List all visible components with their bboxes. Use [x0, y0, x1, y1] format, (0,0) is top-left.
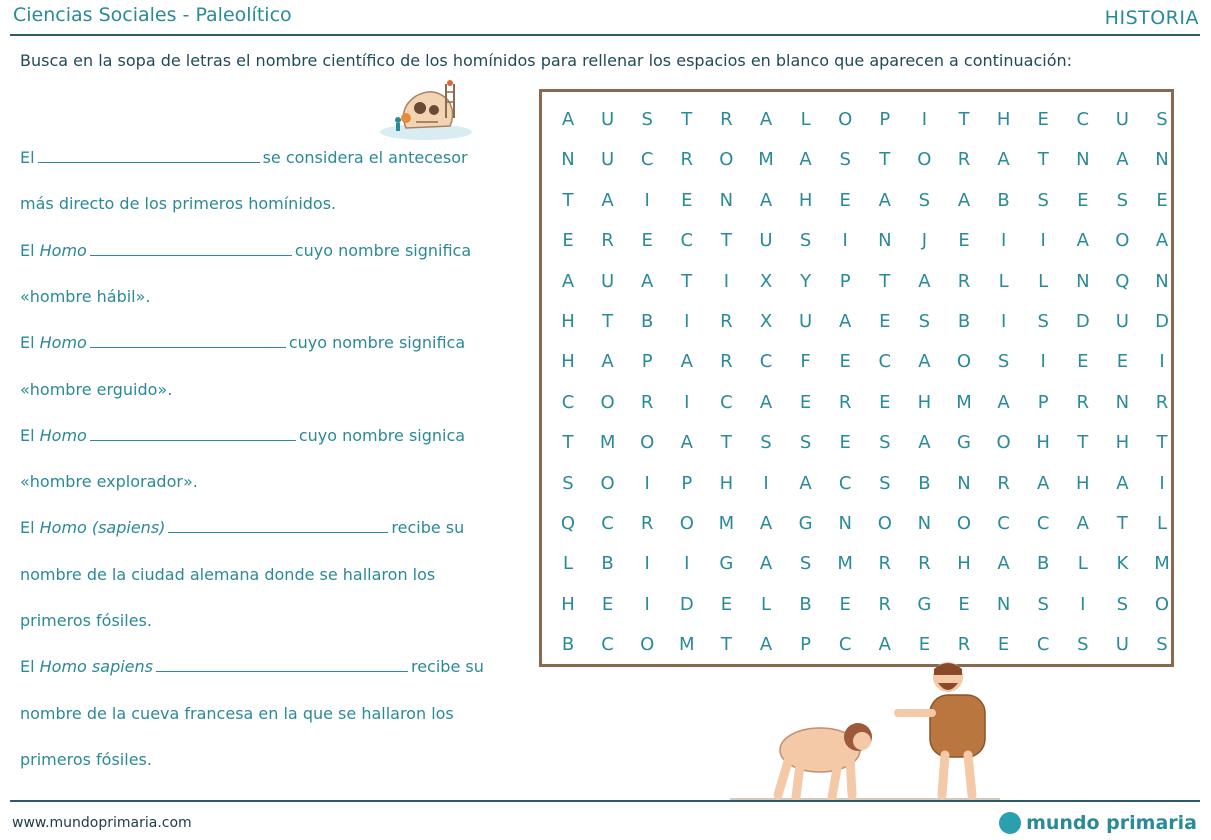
- grid-letter[interactable]: I: [684, 553, 690, 575]
- skull-illustration: [376, 78, 474, 142]
- grid-letter[interactable]: S: [918, 311, 931, 332]
- grid-letter[interactable]: L: [1038, 270, 1049, 292]
- footer-rule: [10, 800, 1200, 802]
- exercise-prefix: El: [20, 657, 40, 677]
- grid-letter[interactable]: N: [1115, 391, 1130, 413]
- word-search-grid: [539, 89, 1174, 667]
- grid-letter[interactable]: S: [997, 351, 1010, 373]
- answer-blank[interactable]: [90, 333, 286, 348]
- exercise-genus: Homo: [39, 518, 87, 538]
- page-category: HISTORIA: [1104, 7, 1199, 29]
- grid-letter[interactable]: H: [561, 351, 575, 373]
- grid-letter[interactable]: X: [759, 270, 773, 292]
- exercise-suffix: cuyo nombre signica: [298, 425, 466, 445]
- grid-letter[interactable]: L: [998, 270, 1009, 292]
- logo-icon: [999, 812, 1021, 834]
- grid-letter[interactable]: E: [879, 391, 891, 413]
- answer-blank[interactable]: [168, 518, 388, 533]
- grid-letter[interactable]: S: [879, 432, 891, 454]
- grid-letter[interactable]: T: [1116, 513, 1128, 534]
- grid-letter[interactable]: A: [680, 432, 693, 454]
- exercise-prefix: El: [20, 518, 40, 538]
- grid-letter[interactable]: A: [1116, 149, 1129, 171]
- grid-letter[interactable]: T: [681, 109, 693, 130]
- grid-letter[interactable]: R: [720, 109, 733, 130]
- grid-letter[interactable]: N: [878, 230, 892, 252]
- grid-letter[interactable]: D: [679, 593, 694, 615]
- grid-letter[interactable]: O: [996, 432, 1011, 454]
- grid-letter[interactable]: L: [1156, 513, 1168, 534]
- grid-letter[interactable]: U: [601, 149, 615, 171]
- grid-letter[interactable]: T: [720, 432, 732, 454]
- exercise-prefix: El: [20, 425, 40, 445]
- grid-letter[interactable]: C: [601, 513, 614, 534]
- grid-letter[interactable]: I: [1040, 230, 1046, 252]
- grid-letter[interactable]: E: [1156, 189, 1168, 211]
- grid-letter[interactable]: A: [997, 149, 1010, 171]
- exercise-line: [20, 518, 464, 537]
- brand-logo: [999, 812, 1197, 834]
- exercise-line: [20, 333, 465, 352]
- grid-letter[interactable]: E: [1037, 109, 1049, 130]
- grid-letter[interactable]: U: [601, 270, 615, 292]
- grid-letter[interactable]: A: [918, 351, 931, 373]
- grid-letter[interactable]: H: [719, 472, 734, 494]
- grid-letter[interactable]: B: [799, 593, 812, 615]
- grid-letter[interactable]: R: [838, 391, 852, 413]
- grid-letter[interactable]: D: [1075, 311, 1090, 332]
- grid-letter[interactable]: S: [1156, 109, 1168, 130]
- grid-letter[interactable]: M: [837, 553, 853, 575]
- grid-letter[interactable]: R: [640, 391, 654, 413]
- grid-letter[interactable]: C: [759, 351, 773, 373]
- exercise-line: nombre de la ciudad alemana donde se hallaron los: [20, 564, 436, 584]
- grid-letter[interactable]: A: [918, 432, 931, 454]
- exercise-prefix: El: [20, 148, 35, 167]
- grid-letter[interactable]: S: [799, 432, 812, 454]
- grid-letter[interactable]: P: [839, 270, 851, 292]
- grid-letter[interactable]: N: [957, 472, 971, 494]
- grid-letter[interactable]: A: [1076, 230, 1089, 252]
- exercise-line: primeros fósiles.: [20, 611, 152, 630]
- grid-letter[interactable]: A: [957, 189, 971, 211]
- grid-letter[interactable]: A: [878, 634, 891, 656]
- grid-letter[interactable]: M: [1154, 553, 1170, 575]
- grid-letter[interactable]: P: [879, 109, 891, 130]
- grid-letter[interactable]: O: [600, 391, 615, 413]
- grid-letter[interactable]: I: [1159, 472, 1165, 494]
- exercise-line: [20, 426, 465, 445]
- grid-letter[interactable]: H: [1036, 432, 1050, 454]
- grid-letter[interactable]: R: [720, 311, 733, 332]
- grid-letter[interactable]: B: [997, 189, 1010, 211]
- grid-letter[interactable]: P: [641, 351, 653, 373]
- grid-letter[interactable]: R: [601, 230, 614, 252]
- grid-letter[interactable]: E: [1116, 351, 1129, 373]
- exercise-suffix: cuyo nombre significa: [294, 240, 472, 260]
- grid-letter[interactable]: U: [601, 109, 615, 130]
- exercise-suffix: cuyo nombre significa: [288, 333, 466, 353]
- exercise-suffix: recibe su: [410, 657, 484, 677]
- grid-letter[interactable]: U: [799, 311, 813, 332]
- grid-letter[interactable]: B: [1037, 553, 1050, 575]
- grid-letter[interactable]: I: [1000, 311, 1007, 332]
- grid-letter[interactable]: H: [996, 109, 1011, 130]
- exercise-genus: Homo: [39, 240, 87, 260]
- grid-letter[interactable]: U: [1115, 311, 1129, 332]
- grid-letter[interactable]: F: [800, 351, 811, 373]
- exercise-line: más directo de los primeros homínidos.: [20, 194, 337, 214]
- grid-letter[interactable]: O: [956, 351, 972, 373]
- grid-letter[interactable]: G: [719, 553, 734, 575]
- grid-letter[interactable]: E: [879, 311, 891, 332]
- grid-letter[interactable]: A: [997, 553, 1010, 575]
- grid-letter[interactable]: O: [679, 513, 694, 534]
- grid-letter[interactable]: I: [644, 553, 650, 575]
- grid-letter[interactable]: G: [957, 432, 971, 454]
- grid-letter[interactable]: A: [759, 513, 773, 534]
- grid-letter[interactable]: A: [561, 270, 575, 292]
- grid-letter[interactable]: O: [640, 432, 655, 454]
- grid-letter[interactable]: A: [601, 351, 614, 373]
- grid-letter[interactable]: I: [1080, 593, 1086, 615]
- grid-letter[interactable]: B: [918, 472, 931, 494]
- exercise-line: «hombre hábil».: [20, 286, 151, 306]
- grid-letter[interactable]: M: [679, 634, 695, 656]
- grid-letter[interactable]: R: [957, 270, 971, 292]
- exercise-genus: Homo sapiens: [39, 657, 153, 677]
- grid-letter[interactable]: C: [878, 351, 892, 373]
- grid-letter[interactable]: A: [918, 270, 931, 292]
- exercise-prefix: El: [20, 333, 40, 353]
- grid-letter[interactable]: M: [758, 149, 774, 171]
- grid-letter[interactable]: R: [878, 593, 892, 615]
- answer-blank[interactable]: [38, 148, 260, 163]
- grid-letter[interactable]: G: [917, 593, 932, 615]
- grid-letter[interactable]: E: [839, 351, 851, 373]
- grid-letter[interactable]: U: [1115, 634, 1129, 656]
- grid-letter[interactable]: T: [681, 270, 693, 292]
- grid-letter[interactable]: U: [1115, 109, 1129, 130]
- grid-letter[interactable]: T: [562, 189, 574, 211]
- grid-letter[interactable]: A: [799, 472, 812, 494]
- grid-letter[interactable]: O: [640, 634, 655, 656]
- grid-letter[interactable]: T: [1077, 432, 1089, 454]
- grid-letter[interactable]: E: [601, 593, 614, 615]
- grid-letter[interactable]: R: [918, 553, 931, 575]
- grid-letter[interactable]: C: [680, 230, 694, 252]
- header-rule: [10, 34, 1200, 36]
- grid-letter[interactable]: O: [1115, 230, 1130, 252]
- grid-letter[interactable]: B: [601, 553, 614, 575]
- grid-letter[interactable]: A: [601, 189, 614, 211]
- grid-letter[interactable]: T: [720, 230, 732, 252]
- grid-letter[interactable]: C: [1076, 109, 1090, 130]
- grid-letter[interactable]: E: [839, 593, 851, 615]
- grid-letter[interactable]: T: [879, 149, 891, 171]
- grid-letter[interactable]: C: [1036, 513, 1050, 534]
- grid-letter[interactable]: A: [759, 553, 773, 575]
- grid-letter[interactable]: A: [878, 189, 891, 211]
- grid-letter[interactable]: E: [799, 391, 812, 413]
- grid-letter[interactable]: A: [1155, 230, 1169, 252]
- grid-letter[interactable]: A: [1037, 472, 1050, 494]
- grid-letter[interactable]: S: [1116, 593, 1129, 615]
- grid-letter[interactable]: O: [600, 472, 615, 494]
- grid-letter[interactable]: S: [1037, 311, 1049, 332]
- grid-letter[interactable]: C: [561, 391, 575, 413]
- grid-letter[interactable]: A: [759, 634, 773, 656]
- grid-letter[interactable]: O: [719, 149, 734, 171]
- grid-letter[interactable]: E: [997, 634, 1010, 656]
- grid-letter[interactable]: N: [719, 189, 734, 211]
- grid-letter[interactable]: Q: [560, 513, 576, 534]
- grid-letter[interactable]: B: [957, 311, 971, 332]
- grid-letter[interactable]: S: [879, 472, 891, 494]
- grid-letter[interactable]: C: [838, 472, 852, 494]
- grid-letter[interactable]: I: [644, 593, 650, 615]
- grid-letter[interactable]: R: [1155, 391, 1169, 413]
- grid-letter[interactable]: D: [1155, 311, 1169, 332]
- grid-letter[interactable]: H: [1115, 432, 1130, 454]
- grid-letter[interactable]: A: [561, 109, 575, 130]
- grid-letter[interactable]: I: [723, 270, 730, 292]
- grid-letter[interactable]: Q: [1115, 270, 1130, 292]
- exercise-suffix: recibe su: [391, 518, 465, 538]
- grid-letter[interactable]: C: [838, 634, 852, 656]
- exercise-line: [20, 241, 471, 260]
- grid-letter[interactable]: C: [601, 634, 614, 656]
- grid-letter[interactable]: S: [799, 553, 812, 575]
- grid-letter[interactable]: C: [720, 391, 733, 413]
- grid-letter[interactable]: A: [799, 149, 812, 171]
- exercise-line: [20, 148, 468, 167]
- grid-letter[interactable]: T: [958, 109, 970, 130]
- grid-letter[interactable]: S: [1156, 634, 1168, 656]
- answer-blank[interactable]: [90, 426, 296, 441]
- grid-letter[interactable]: S: [760, 432, 772, 454]
- grid-letter[interactable]: E: [1077, 189, 1089, 211]
- grid-letter[interactable]: M: [718, 513, 735, 534]
- grid-letter[interactable]: E: [958, 593, 970, 615]
- grid-letter[interactable]: K: [1116, 553, 1129, 575]
- grid-letter[interactable]: A: [759, 391, 773, 413]
- grid-letter[interactable]: S: [1037, 189, 1049, 211]
- grid-letter[interactable]: S: [641, 109, 653, 130]
- grid-letter[interactable]: L: [760, 593, 772, 615]
- grid-letter[interactable]: O: [917, 149, 932, 171]
- grid-letter[interactable]: I: [644, 189, 650, 211]
- exercise-suffix: se considera el antecesor: [262, 148, 468, 167]
- grid-letter[interactable]: R: [640, 513, 654, 534]
- grid-letter[interactable]: O: [838, 109, 853, 130]
- grid-letter[interactable]: A: [1116, 472, 1129, 494]
- grid-letter[interactable]: Y: [800, 270, 812, 292]
- grid-letter[interactable]: C: [640, 149, 654, 171]
- grid-letter[interactable]: U: [759, 230, 773, 252]
- grid-letter[interactable]: E: [839, 189, 851, 211]
- grid-letter[interactable]: G: [798, 513, 813, 534]
- grid-letter[interactable]: S: [799, 230, 812, 252]
- grid-letter[interactable]: T: [1037, 149, 1049, 171]
- grid-letter[interactable]: I: [842, 230, 848, 252]
- grid-letter[interactable]: S: [1077, 634, 1089, 656]
- grid-letter[interactable]: R: [957, 149, 971, 171]
- grid-letter[interactable]: H: [561, 593, 575, 615]
- grid-letter[interactable]: A: [839, 311, 852, 332]
- grid-letter[interactable]: N: [838, 513, 852, 534]
- grid-letter[interactable]: S: [1116, 189, 1129, 211]
- grid-letter[interactable]: A: [759, 189, 773, 211]
- grid-letter[interactable]: I: [1040, 351, 1046, 373]
- grid-letter[interactable]: O: [956, 513, 972, 534]
- exercise-genus: Homo: [39, 333, 87, 353]
- instructions: Busca en la sopa de letras el nombre científico de los homínidos para rellenar los espacios en blanco que aparecen a continuación:: [20, 51, 1073, 70]
- grid-letter[interactable]: T: [1156, 432, 1168, 454]
- grid-letter[interactable]: S: [918, 189, 931, 211]
- grid-letter[interactable]: L: [1077, 553, 1088, 575]
- grid-letter[interactable]: I: [644, 472, 650, 494]
- grid-letter[interactable]: E: [958, 230, 970, 252]
- grid-letter[interactable]: I: [1000, 230, 1007, 252]
- grid-letter[interactable]: A: [680, 351, 693, 373]
- grid-letter[interactable]: E: [681, 189, 693, 211]
- brand-name: mundo primaria: [1026, 812, 1197, 834]
- grid-letter[interactable]: E: [839, 432, 851, 454]
- grid-letter[interactable]: E: [562, 230, 574, 252]
- grid-letter[interactable]: C: [997, 513, 1010, 534]
- grid-letter[interactable]: E: [1077, 351, 1089, 373]
- grid-letter[interactable]: B: [641, 311, 654, 332]
- exercise-line: «hombre erguido».: [20, 379, 173, 399]
- grid-letter[interactable]: L: [800, 109, 811, 130]
- grid-letter[interactable]: O: [1154, 593, 1170, 615]
- grid-letter[interactable]: A: [997, 391, 1010, 413]
- grid-letter[interactable]: M: [956, 391, 972, 413]
- grid-letter[interactable]: A: [759, 109, 773, 130]
- grid-letter[interactable]: A: [641, 270, 654, 292]
- grid-letter[interactable]: S: [562, 472, 574, 494]
- footer-url: www.mundoprimaria.com: [12, 815, 192, 831]
- grid-letter[interactable]: M: [599, 432, 616, 454]
- grid-letter[interactable]: R: [997, 472, 1010, 494]
- page-subject: Ciencias Sociales - Paleolítico: [13, 4, 292, 26]
- grid-letter[interactable]: P: [800, 634, 812, 656]
- grid-letter[interactable]: I: [763, 472, 769, 494]
- exercise-line: «hombre explorador».: [20, 472, 198, 492]
- grid-letter[interactable]: B: [561, 634, 575, 656]
- cavemen-illustration: [720, 655, 1005, 803]
- grid-letter[interactable]: R: [957, 634, 971, 656]
- grid-letter[interactable]: P: [1037, 391, 1049, 413]
- grid-letter[interactable]: I: [1159, 351, 1165, 373]
- grid-letter[interactable]: N: [1155, 149, 1169, 171]
- grid-letter[interactable]: H: [957, 553, 971, 575]
- grid-letter[interactable]: R: [720, 351, 733, 373]
- grid-letter[interactable]: R: [680, 149, 694, 171]
- grid-letter[interactable]: I: [684, 311, 690, 332]
- exercise-prefix: El: [20, 240, 40, 260]
- grid-letter[interactable]: N: [1076, 270, 1090, 292]
- grid-letter[interactable]: N: [1076, 149, 1090, 171]
- grid-letter[interactable]: N: [1155, 270, 1169, 292]
- grid-letter[interactable]: R: [878, 553, 892, 575]
- grid-letter[interactable]: R: [1076, 391, 1090, 413]
- grid-letter[interactable]: A: [1076, 513, 1089, 534]
- grid-letter[interactable]: T: [602, 311, 614, 332]
- grid-letter[interactable]: O: [877, 513, 892, 534]
- exercise-line: primeros fósiles.: [20, 749, 152, 769]
- grid-letter[interactable]: T: [562, 432, 574, 454]
- answer-blank[interactable]: [90, 241, 292, 256]
- exercise-genus: Homo: [39, 425, 87, 445]
- grid-letter[interactable]: H: [561, 311, 575, 332]
- grid-letter[interactable]: J: [921, 230, 928, 252]
- grid-letter[interactable]: T: [879, 270, 891, 292]
- exercise-line: nombre de la cueva francesa en la que se hallaron los: [20, 703, 454, 723]
- grid-letter[interactable]: I: [921, 109, 928, 130]
- grid-letter[interactable]: S: [839, 149, 851, 171]
- exercise-species: (sapiens): [91, 518, 166, 538]
- grid-letter[interactable]: L: [562, 553, 574, 575]
- grid-letter[interactable]: P: [681, 472, 693, 494]
- grid-letter[interactable]: S: [1037, 593, 1049, 615]
- grid-letter[interactable]: X: [759, 311, 773, 332]
- grid-letter[interactable]: E: [641, 230, 653, 252]
- grid-letter[interactable]: N: [996, 593, 1011, 615]
- grid-letter[interactable]: E: [918, 634, 931, 656]
- grid-letter[interactable]: T: [720, 634, 732, 656]
- exercise-line: [20, 657, 484, 676]
- grid-letter[interactable]: I: [684, 391, 690, 413]
- grid-letter[interactable]: C: [1036, 634, 1050, 656]
- grid-letter[interactable]: E: [720, 593, 733, 615]
- answer-blank[interactable]: [156, 657, 408, 672]
- grid-letter[interactable]: H: [798, 189, 813, 211]
- grid-letter[interactable]: H: [917, 391, 932, 413]
- grid-letter[interactable]: N: [561, 149, 575, 171]
- grid-letter[interactable]: N: [917, 513, 932, 534]
- grid-letter[interactable]: H: [1076, 472, 1090, 494]
